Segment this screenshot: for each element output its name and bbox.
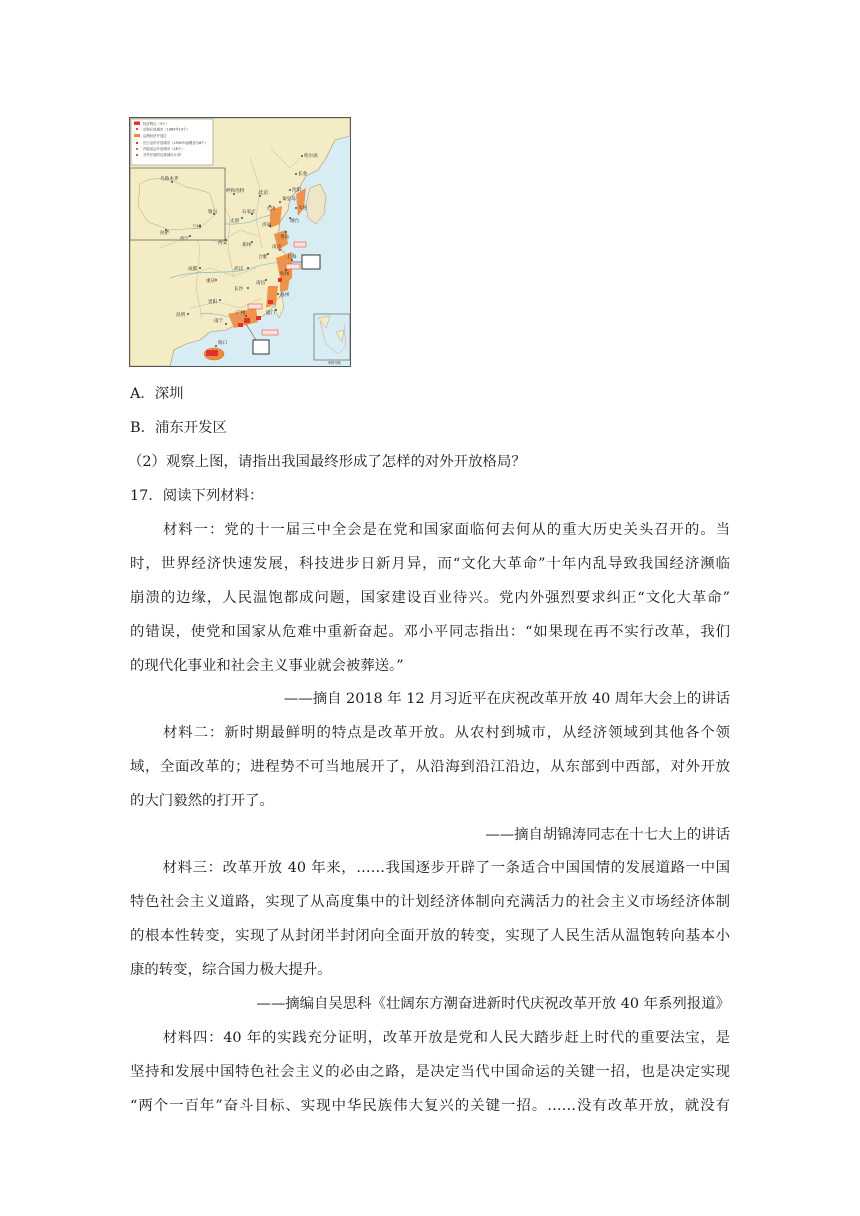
city-chengdu: 成都 [188,267,198,272]
city-beijing: 北京 [258,190,269,196]
city-kunming: 昆明 [176,313,186,318]
legend-swatch-coastal-city [136,128,138,130]
legend-text-5: 内陆省会开放城市（18个） [143,147,185,151]
material-3-line-2: 特色社会主义道路，实现了从高度集中的计划经济体制向充满活力的社会主义市场经济体制 [130,894,730,910]
answer-box-pudong [302,255,320,269]
city-zhengzhou: 郑州 [242,243,252,248]
legend-text-6: 对外开放的边境城市/口岸 [143,153,182,157]
city-qingdao: 青岛 [280,235,290,240]
material-4-line-2: 坚持和发展中国特色社会主义的必由之路，是决定当代中国命运的关键一招，也是决定实现 [130,1064,730,1080]
city-xining: 西宁 [180,237,190,242]
legend-swatch-sez [134,122,140,125]
city-shenyang: 沈阳 [292,188,302,193]
city-huhehaote: 呼和浩特 [226,189,245,194]
city-jinan: 济南 [262,223,272,228]
legend-text-4: 长江沿岸开放城市（1990年起增加为8个） [143,141,209,145]
material-1-line-2: 时，世界经济快速发展，科技进步日新月异，而“文化大革命”十年内乱导致我国经济濒临 [130,556,730,572]
material-2-source: ——摘自胡锦涛同志在十七大上的讲话 [485,827,730,843]
legend-text-1: 经济特区（5个） [143,122,169,126]
city-nanning: 南宁 [214,319,224,324]
inset-south-china-sea [314,314,350,360]
material-1-line-1 [130,520,730,540]
material-1-source: ——摘自 2018 年 12 月习近平在庆祝改革开放 40 周年大会上的讲话 [283,691,730,707]
material-3-line-3: 的根本性转变，实现了从封闭半封闭向全面开放的转变，实现了人民生活从温饱转向基本小 [130,928,730,944]
city-haikou: 海口 [218,341,228,346]
material-1-line-1-text: 材料一：党的十一届三中全会是在党和国家面临何去何从的重大历史关头召开的。当 [162,522,730,538]
city-harbin: 哈尔滨 [304,154,318,159]
city-chongqing: 重庆 [206,279,216,284]
city-tianjin: 天津 [266,207,276,212]
city-taiyuan: 太原 [230,219,240,224]
material-4-line-1 [130,1028,730,1048]
material-1-line-5: 的现代化事业和社会主义事业就会被葬送。” [130,658,404,674]
legend-text-2: 沿海开放城市（1984年14个） [143,127,190,132]
city-lanzhou: 兰州 [192,225,202,230]
legend-swatch-yangtze [136,142,138,144]
material-3-line-4: 康的转变，综合国力极大提升。 [130,962,332,978]
city-changsha: 长沙 [234,287,244,292]
map-svg [130,118,350,366]
material-4-line-1-text: 材料四：40 年的实践充分证明，改革开放是党和人民大踏步赶上时代的重要法宝，是 [162,1030,730,1046]
city-nanjing: 南京 [272,245,282,250]
map-source-label: 审图号略 [328,361,341,365]
city-wuhan: 武汉 [234,267,244,272]
city-shanghai: 上海 [286,254,297,260]
legend-swatch-border [136,154,138,156]
material-2-line-1 [130,723,730,743]
material-3-line-1-text: 材料三：改革开放 40 年来，……我国逐步开辟了一条适合中国国情的发展道路一中国 [162,860,730,876]
city-yinchuan: 银川 [208,210,218,215]
question-16-2: （2）观察上图，请指出我国最终形成了怎样的对外开放格局？ [128,454,526,470]
material-2-line-3: 的大门毅然的打开了。 [130,793,274,809]
material-1-line-3: 崩溃的边缘，人民温饱都成问题，国家建设百业待兴。党内外强烈要求纠正“文化大革命” [130,590,730,606]
city-xiamen: 厦门 [266,311,276,316]
legend-swatch-inland [136,148,138,150]
city-hangzhou: 杭州 [280,272,290,277]
legend-text-3: 沿海经济开放区 [143,134,167,138]
city-dalian: 大连 [298,206,308,211]
city-guangzhou: 广州 [236,311,246,316]
material-1-line-4: 的错误，使党和国家从危难中重新奋起。邓小平同志指出：“如果现在再不实行改革，我们 [130,624,730,640]
city-lhasa: 拉萨 [160,231,170,236]
answer-box-shenzhen [253,340,269,354]
option-a: A．深圳 [130,386,184,402]
material-3-source: ——摘编自吴思科《壮阔东方潮奋进新时代庆祝改革开放 40 年系列报道》 [256,996,730,1012]
material-3-line-1 [130,858,730,878]
option-b: B．浦东开发区 [130,420,227,436]
city-yantai: 烟台 [290,219,300,224]
city-nanchang: 南昌 [256,281,266,286]
city-guiyang: 贵阳 [208,300,218,305]
city-fuzhou: 福州 [280,293,290,298]
material-2-line-1-text: 材料二：新时期最鲜明的特点是改革开放。从农村到城市，从经济领域到其他各个领 [162,725,730,741]
city-changchun: 长春 [298,172,308,177]
city-hefei: 合肥 [258,255,268,260]
city-qinhuangdao: 秦皇岛 [282,197,296,202]
question-17-title: 17．阅读下列材料： [130,488,264,504]
legend-swatch-coastal-zone [134,134,140,137]
material-2-line-2: 域，全面改革的；进程势不可当地展开了，从沿海到沿江沿边，从东部到中西部，对外开放 [130,759,730,775]
china-opening-map [129,117,351,367]
material-4-line-3: “两个一百年”奋斗目标、实现中华民族伟大复兴的关键一招。……没有改革开放，就没有 [130,1098,730,1114]
city-xian: 西安 [218,241,228,246]
city-shijiazhuang: 石家庄 [242,210,256,215]
city-urumqi: 乌鲁木齐 [160,177,179,182]
